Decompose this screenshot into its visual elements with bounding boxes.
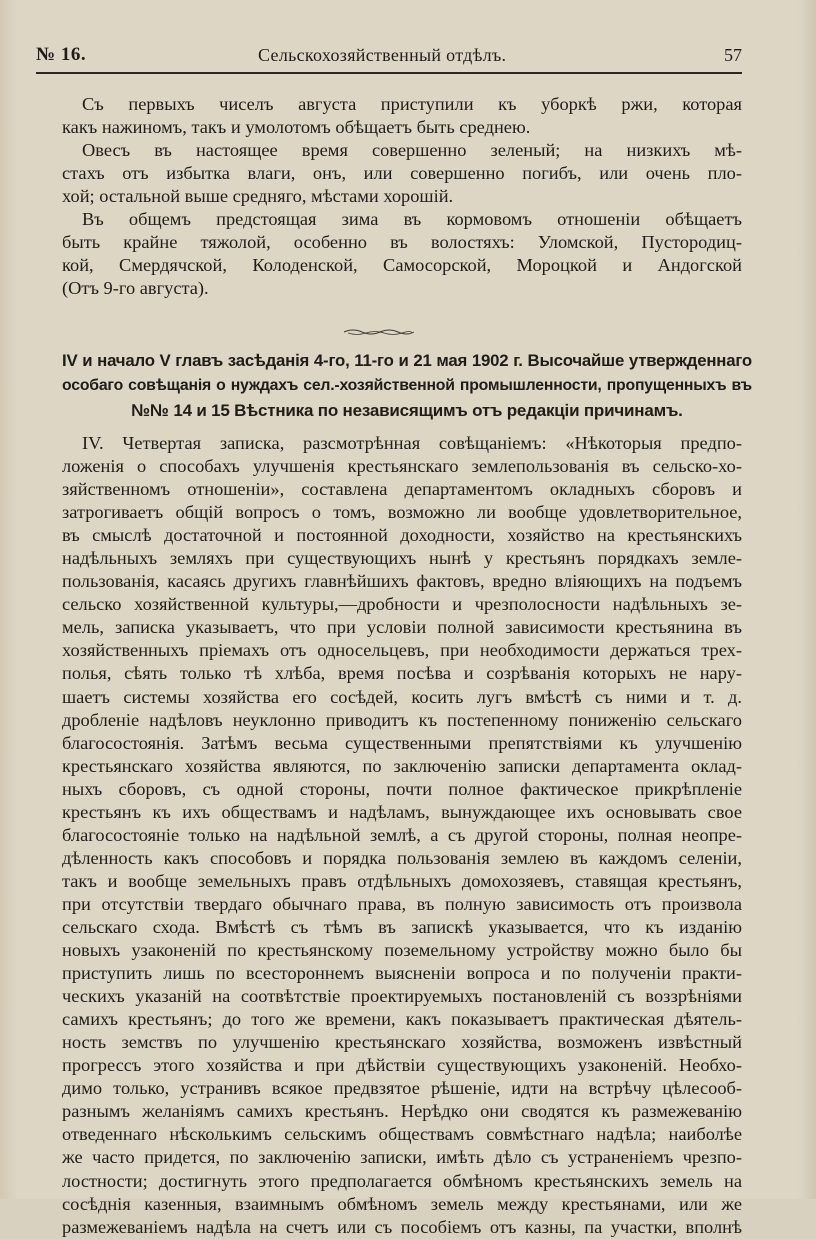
text-line: новыхъ узаконеній по крестьянскому поземельному устройству можно было бы (62, 940, 742, 961)
text-line: быть крайне тяжолой, особенно въ волостяхъ: Уломской, Пустородиц- (62, 232, 742, 252)
text-line: (Отъ 9-го августа). (62, 278, 209, 298)
section-iv-text (62, 432, 742, 1239)
text-line: въ смыслѣ достаточной и постоянной доходности, хозяйство на крестьянскихъ (62, 525, 742, 546)
text-line: благосостоянія. Затѣмъ весьма существенными препятствіями къ улучшенію (62, 732, 742, 753)
text-line: такъ и вообще земельныхъ правъ отдѣльныхъ домохозяевъ, ставящая крестьянъ, (62, 870, 742, 891)
section-title: Сельскохозяйственный отдѣлъ. (258, 45, 507, 65)
text-line: лостности; достигнуть этого предполагается обмѣномъ крестьянскихъ земель на (62, 1170, 742, 1191)
text-line: сельскаго схода. Вмѣстѣ съ тѣмъ въ запискѣ указывается, что къ изданію (62, 916, 742, 937)
text-line: затрогиваетъ общій вопросъ о томъ, возможно ли вообще удовлетворительное, (62, 502, 742, 523)
text-line: надѣльныхъ земляхъ при существующихъ нынѣ у крестьянъ порядкахъ земле- (62, 548, 742, 569)
running-head (36, 44, 742, 74)
text-line: Съ первыхъ чиселъ августа приступили къ уборкѣ ржи, которая (82, 94, 742, 114)
text-line: стахъ отъ избытка влаги, онъ, или совершенно погибъ, или очень пло- (62, 163, 742, 183)
text-line: сельско хозяйственной культуры,—дробности и чрезполосности надѣльныхъ зе- (62, 594, 742, 615)
text-line: при отсутствіи твердаго обычнаго права, въ полную зависимость отъ произвола (62, 893, 742, 914)
heading-line: №№ 14 и 15 Вѣстника по независящимъ отъ редакціи причинамъ. (131, 401, 683, 420)
text-line: IV. Четвертая записка, разсмотрѣнная совѣщаніемъ: «Нѣкоторыя предпо- (82, 433, 742, 453)
heading-line: особаго совѣщанія о нуждахъ сел.-хозяйственной промышленности, пропущенныхъ въ (62, 377, 752, 394)
text-line: крестьянскаго хозяйства являются, по заключенію записки департамента оклад- (62, 755, 742, 776)
text-line: ложенія о способахъ улучшенія крестьянскаго землепользованія въ сельско-хо- (62, 456, 742, 477)
text-line: сосѣднія казенныя, взаимнымъ обмѣномъ земель между крестьянами, или же (62, 1193, 742, 1214)
text-line: дробленіе надѣловъ неуклонно приводитъ къ постепенному пониженію сельскаго (62, 709, 742, 730)
text-line: разнымъ желаніямъ самихъ крестьянъ. Нерѣдко они сводятся къ размежеванію (62, 1101, 742, 1122)
text-line: ность земствъ по улучшенію крестьянскаго хозяйства, возможенъ извѣстный (62, 1032, 742, 1053)
text-line: самихъ крестьянъ; до того же времени, какъ показываетъ практическая дѣятель- (62, 1009, 742, 1030)
text-line: крестьянъ къ ихъ обществамъ и надѣламъ, вынуждающее ихъ основывать свое (62, 801, 742, 822)
text-line: ныхъ сборовъ, съ одной стороны, почти полное фактическое прикрѣпленіе (62, 778, 742, 799)
text-line: отведеннаго нѣсколькимъ сельскимъ обществамъ совмѣстнаго надѣла; наиболѣе (62, 1124, 742, 1145)
text-line: зяйственномъ отношеніи», составлена департаментомъ окладныхъ сборовъ и (62, 479, 742, 500)
text-line: шаетъ системы хозяйства его сосѣдей, косить лугъ вмѣстѣ съ ними и т. д. (62, 686, 742, 707)
page-number: 57 (724, 45, 742, 65)
text-line: пользованія, касаясь другихъ главнѣйшихъ фактовъ, вредно вліяющихъ на подъемъ (62, 571, 742, 592)
text-line: благосостояніе только на надѣльной землѣ, а съ другой стороны, полная неопре- (62, 824, 742, 845)
text-line: приступить лишь по всестороннемъ выясненіи вопроса и по полученіи практи- (62, 963, 742, 984)
divider-ornament (342, 327, 416, 337)
text-line: кой, Смердячской, Колоденской, Самосорской, Мороцкой и Андогской (62, 255, 742, 275)
text-line: же часто придется, по заключенію записки, имѣть дѣло съ устраненіемъ чрезпо- (62, 1147, 742, 1168)
text-line: какъ нажиномъ, такъ и умолотомъ обѣщаетъ быть среднею. (62, 117, 531, 137)
text-line: размежеваніемъ надѣла на счетъ или съ пособіемъ отъ казны, па участки, вполнѣ (62, 1216, 742, 1237)
text-line: прогрессъ этого хозяйства и при дѣйствіи существующихъ узаконеній. Необхо- (62, 1055, 742, 1076)
text-line: дѣленность какъ способовъ и порядка пользованія землею въ каждомъ селеніи, (62, 847, 742, 868)
text-line: Въ общемъ предстоящая зима въ кормовомъ отношеніи обѣщаетъ (82, 209, 742, 229)
intro-paragraphs (62, 93, 742, 300)
article-heading (62, 348, 752, 423)
text-line: хозяйственныхъ пріемахъ отъ односельцевъ, при необходимости держаться трех- (62, 640, 742, 661)
issue-number: № 16. (36, 44, 87, 65)
text-line: мель, записка указываетъ, что при условіи полной зависимости крестьянина въ (62, 617, 742, 638)
text-line: хой; остальной выше средняго, мѣстами хорошій. (62, 186, 454, 206)
text-line: ческихъ указаній на соотвѣтствіе проектируемыхъ постановленій съ воззрѣніями (62, 986, 742, 1007)
heading-line: IV и начало V главъ засѣданія 4-го, 11-го и 21 мая 1902 г. Высочайше утвержденнаго (62, 351, 752, 370)
text-line: димо только, устранивъ всякое предвзятое рѣшеніе, идти на встрѣчу цѣлесооб- (62, 1078, 742, 1099)
text-line: полья, сѣять только тѣ хлѣба, время посѣва и созрѣванія которыхъ не нару- (62, 663, 742, 684)
text-line: Овесъ въ настоящее время совершенно зеленый; на низкихъ мѣ- (82, 140, 742, 160)
